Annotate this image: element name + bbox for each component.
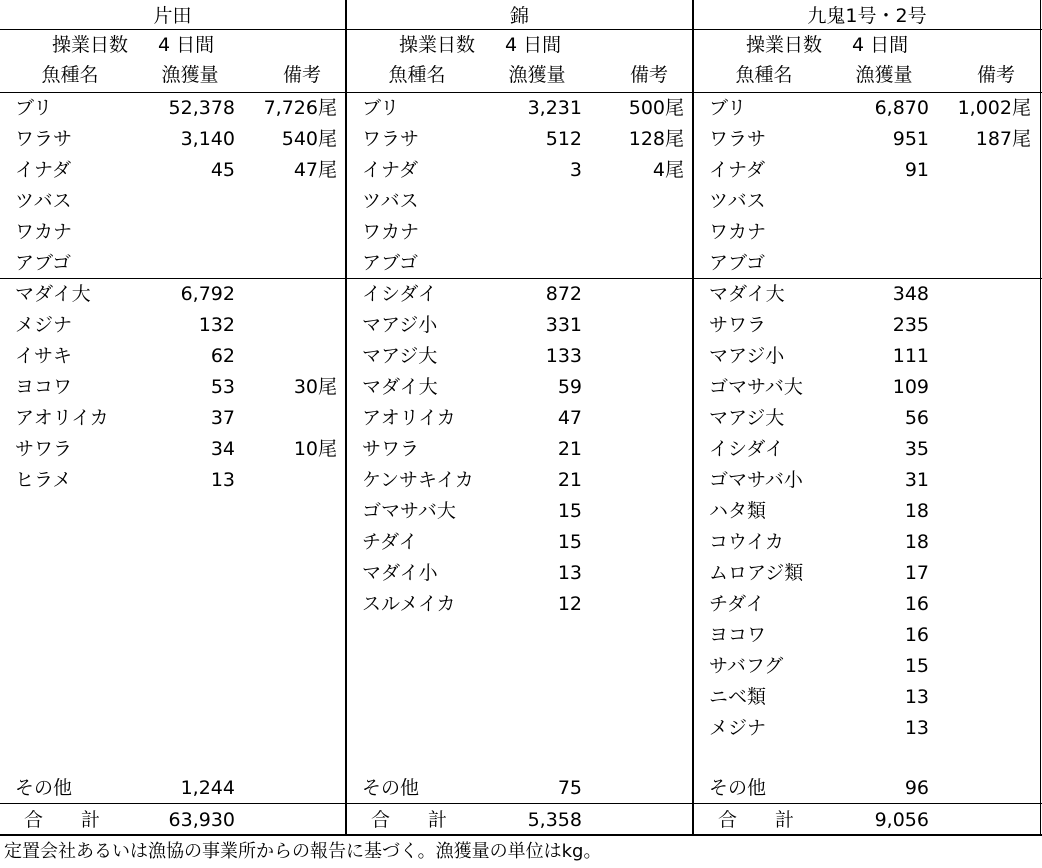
table-row bbox=[694, 682, 1042, 713]
table-row bbox=[694, 93, 1042, 124]
table-row bbox=[347, 372, 694, 403]
other-value: 1,244 bbox=[180, 777, 235, 799]
fish-name: マアジ小 bbox=[362, 314, 438, 336]
table-row bbox=[694, 620, 1042, 651]
note-count bbox=[924, 155, 1031, 185]
note-count bbox=[577, 372, 684, 402]
header-fish-name: 魚種名 bbox=[388, 64, 446, 86]
note-count bbox=[577, 217, 684, 247]
fish-name: マアジ大 bbox=[709, 407, 785, 429]
catch-amount: 132 bbox=[198, 314, 235, 336]
footnote: 定置会社あるいは漁協の事業所からの報告に基づく。漁獲量の単位はkg。 bbox=[4, 841, 602, 862]
fish-name: ワカナ bbox=[709, 221, 767, 243]
catch-amount bbox=[814, 186, 929, 216]
operating-days-value: 4 日間 bbox=[852, 34, 909, 56]
other-label: その他 bbox=[15, 777, 73, 799]
table-row bbox=[0, 465, 347, 496]
catch-amount: 31 bbox=[904, 469, 929, 491]
table-row bbox=[694, 558, 1042, 589]
fish-name: マアジ小 bbox=[709, 345, 785, 367]
catch-amount: 35 bbox=[904, 438, 929, 460]
fish-name: ケンサキイカ bbox=[362, 469, 474, 491]
table-row bbox=[694, 155, 1042, 186]
table-row bbox=[347, 124, 694, 155]
header-note: 備考 bbox=[282, 64, 321, 86]
header-fish-name: 魚種名 bbox=[735, 64, 793, 86]
note-count bbox=[924, 589, 1031, 619]
note-count: 7,726尾 bbox=[263, 97, 337, 119]
fish-name: ブリ bbox=[362, 97, 400, 119]
note-count bbox=[230, 248, 337, 278]
catch-amount bbox=[120, 217, 235, 247]
fish-name: ブリ bbox=[709, 97, 747, 119]
note-count bbox=[577, 558, 684, 588]
note-count bbox=[230, 465, 337, 495]
fish-name: ゴマサバ大 bbox=[362, 500, 456, 522]
note-count: 1,002尾 bbox=[957, 97, 1031, 119]
fish-name: ムロアジ類 bbox=[709, 562, 804, 584]
catch-amount: 16 bbox=[904, 624, 929, 646]
table-row bbox=[694, 651, 1042, 682]
table-row bbox=[694, 496, 1042, 527]
catch-amount bbox=[814, 217, 929, 247]
other-label: その他 bbox=[709, 777, 767, 799]
header-note: 備考 bbox=[976, 64, 1015, 86]
table-row bbox=[0, 93, 347, 124]
table-row bbox=[0, 341, 347, 372]
station-name: 片田 bbox=[153, 5, 192, 27]
table-row bbox=[347, 403, 694, 434]
fish-name: マダイ大 bbox=[362, 376, 438, 398]
catch-amount: 15 bbox=[557, 500, 582, 522]
catch-amount: 16 bbox=[904, 593, 929, 615]
note-count bbox=[577, 248, 684, 278]
table-row bbox=[347, 465, 694, 496]
catch-amount: 45 bbox=[210, 159, 235, 181]
catch-amount: 951 bbox=[892, 128, 929, 150]
note-count bbox=[924, 496, 1031, 526]
catch-amount: 53 bbox=[210, 376, 235, 398]
other-label: その他 bbox=[362, 777, 420, 799]
catch-amount: 13 bbox=[557, 562, 582, 584]
fish-name: ワカナ bbox=[15, 221, 73, 243]
note-count bbox=[924, 465, 1031, 495]
other-value: 96 bbox=[904, 777, 929, 799]
catch-amount bbox=[120, 248, 235, 278]
note-count bbox=[230, 310, 337, 340]
fish-name: アオリイカ bbox=[15, 407, 109, 429]
note-count bbox=[577, 186, 684, 216]
table-row bbox=[0, 248, 347, 279]
table-row bbox=[694, 434, 1042, 465]
table-row bbox=[0, 217, 347, 248]
table-row bbox=[694, 465, 1042, 496]
note-count bbox=[924, 651, 1031, 681]
fish-name: ワカナ bbox=[362, 221, 420, 243]
note-count: 187尾 bbox=[975, 128, 1031, 150]
operating-days-value: 4 日間 bbox=[505, 34, 562, 56]
catch-amount bbox=[467, 217, 582, 247]
fish-name: イサキ bbox=[15, 345, 73, 367]
note-count bbox=[924, 713, 1031, 743]
catch-amount: 348 bbox=[892, 283, 929, 305]
note-count bbox=[924, 620, 1031, 650]
catch-amount: 56 bbox=[904, 407, 929, 429]
catch-amount: 34 bbox=[210, 438, 235, 460]
note-count: 10尾 bbox=[293, 438, 337, 460]
note-count: 540尾 bbox=[281, 128, 337, 150]
total-value: 9,056 bbox=[874, 809, 929, 831]
table-row bbox=[347, 341, 694, 372]
catch-amount bbox=[120, 186, 235, 216]
note-count bbox=[924, 527, 1031, 557]
note-count: 128尾 bbox=[628, 128, 684, 150]
note-count bbox=[230, 341, 337, 371]
note-count: 47尾 bbox=[293, 159, 337, 181]
catch-amount: 15 bbox=[904, 655, 929, 677]
header-catch: 漁獲量 bbox=[508, 64, 566, 86]
fish-name: イシダイ bbox=[709, 438, 784, 460]
fish-name: ツバス bbox=[709, 190, 766, 212]
note-count bbox=[577, 310, 684, 340]
fish-name: マダイ大 bbox=[709, 283, 785, 305]
table-row bbox=[694, 527, 1042, 558]
fish-name: コウイカ bbox=[709, 531, 784, 553]
note-count bbox=[924, 403, 1031, 433]
note-count bbox=[577, 341, 684, 371]
note-count bbox=[230, 217, 337, 247]
station-name: 九鬼1号・2号 bbox=[807, 5, 927, 27]
catch-amount: 111 bbox=[892, 345, 929, 367]
catch-amount: 47 bbox=[557, 407, 582, 429]
table-row bbox=[347, 589, 694, 620]
catch-amount: 6,792 bbox=[180, 283, 235, 305]
catch-amount: 12 bbox=[557, 593, 582, 615]
fish-name: メジナ bbox=[709, 717, 767, 739]
header-note: 備考 bbox=[629, 64, 668, 86]
catch-amount: 109 bbox=[892, 376, 929, 398]
table-row bbox=[694, 341, 1042, 372]
table-row bbox=[347, 217, 694, 248]
fish-name: チダイ bbox=[709, 593, 765, 615]
total-value: 63,930 bbox=[168, 809, 235, 831]
station-column bbox=[347, 0, 694, 836]
catch-amount bbox=[467, 248, 582, 278]
catch-amount: 91 bbox=[904, 159, 929, 181]
note-count bbox=[577, 279, 684, 309]
fish-name: ワラサ bbox=[362, 128, 420, 150]
note-count bbox=[230, 279, 337, 309]
fish-name: ツバス bbox=[362, 190, 419, 212]
catch-amount: 21 bbox=[557, 469, 582, 491]
fish-name: メジナ bbox=[15, 314, 73, 336]
fish-name: スルメイカ bbox=[362, 593, 456, 615]
note-count bbox=[577, 527, 684, 557]
operating-days-label: 操業日数 bbox=[745, 34, 822, 56]
note-count bbox=[577, 496, 684, 526]
table-row bbox=[0, 279, 347, 310]
fish-name: ハタ類 bbox=[709, 500, 767, 522]
note-count: 500尾 bbox=[628, 97, 684, 119]
note-count bbox=[924, 341, 1031, 371]
fish-name: ワラサ bbox=[15, 128, 73, 150]
note-count bbox=[577, 434, 684, 464]
station-name: 錦 bbox=[509, 5, 529, 27]
catch-amount: 13 bbox=[904, 717, 929, 739]
catch-amount: 512 bbox=[545, 128, 582, 150]
catch-amount: 52,378 bbox=[168, 97, 235, 119]
other-value: 75 bbox=[557, 777, 582, 799]
header-catch: 漁獲量 bbox=[161, 64, 219, 86]
fish-name: イナダ bbox=[362, 159, 419, 181]
note-count bbox=[924, 310, 1031, 340]
fish-name: ゴマサバ大 bbox=[709, 376, 803, 398]
table-row bbox=[694, 124, 1042, 155]
table-row bbox=[694, 372, 1042, 403]
table-row bbox=[0, 403, 347, 434]
catch-amount: 872 bbox=[545, 283, 582, 305]
table-row bbox=[694, 217, 1042, 248]
catch-amount: 3,140 bbox=[180, 128, 235, 150]
fish-name: ヨコワ bbox=[709, 624, 767, 646]
header-fish-name: 魚種名 bbox=[41, 64, 99, 86]
fish-name: ヒラメ bbox=[15, 469, 72, 491]
total-label: 合 計 bbox=[371, 809, 448, 831]
fish-name: チダイ bbox=[362, 531, 418, 553]
note-count: 4尾 bbox=[652, 159, 684, 181]
note-count bbox=[924, 372, 1031, 402]
catch-amount bbox=[814, 248, 929, 278]
catch-amount: 13 bbox=[904, 686, 929, 708]
note-count bbox=[924, 434, 1031, 464]
note-count bbox=[924, 248, 1031, 278]
table-row bbox=[694, 248, 1042, 279]
fish-name: ヨコワ bbox=[15, 376, 73, 398]
header-catch: 漁獲量 bbox=[855, 64, 913, 86]
fish-name: サワラ bbox=[709, 314, 767, 336]
catch-amount: 3,231 bbox=[527, 97, 582, 119]
table-row bbox=[0, 155, 347, 186]
station-column bbox=[694, 0, 1042, 836]
note-count bbox=[924, 217, 1031, 247]
fish-name: ワラサ bbox=[709, 128, 767, 150]
catch-amount: 15 bbox=[557, 531, 582, 553]
total-label: 合 計 bbox=[718, 809, 795, 831]
table-row bbox=[0, 434, 347, 465]
note-count bbox=[577, 589, 684, 619]
table-row bbox=[694, 589, 1042, 620]
operating-days-label: 操業日数 bbox=[51, 34, 128, 56]
fish-name: ブリ bbox=[15, 97, 53, 119]
note-count bbox=[924, 682, 1031, 712]
table-row bbox=[694, 186, 1042, 217]
note-count bbox=[924, 186, 1031, 216]
fish-name: マダイ小 bbox=[362, 562, 438, 584]
catch-amount: 6,870 bbox=[874, 97, 929, 119]
table-row bbox=[347, 248, 694, 279]
catch-amount: 37 bbox=[210, 407, 235, 429]
note-count bbox=[230, 186, 337, 216]
fish-name: イナダ bbox=[709, 159, 766, 181]
table-row bbox=[347, 434, 694, 465]
total-label: 合 計 bbox=[24, 809, 101, 831]
note-count bbox=[577, 403, 684, 433]
catch-amount bbox=[467, 186, 582, 216]
table-row bbox=[694, 279, 1042, 310]
fish-name: ツバス bbox=[15, 190, 72, 212]
table-row bbox=[347, 527, 694, 558]
table-row bbox=[347, 93, 694, 124]
fish-name: サバフグ bbox=[709, 655, 784, 677]
fish-name: ニベ類 bbox=[709, 686, 767, 708]
table-row bbox=[347, 279, 694, 310]
fish-name: アブゴ bbox=[15, 252, 72, 274]
catch-amount: 62 bbox=[210, 345, 235, 367]
table-row bbox=[0, 124, 347, 155]
table-row bbox=[347, 496, 694, 527]
fish-name: ゴマサバ小 bbox=[709, 469, 803, 491]
table-row bbox=[347, 186, 694, 217]
note-count bbox=[230, 403, 337, 433]
fish-name: アオリイカ bbox=[362, 407, 456, 429]
catch-amount: 18 bbox=[904, 531, 929, 553]
catch-amount: 133 bbox=[545, 345, 582, 367]
operating-days-value: 4 日間 bbox=[158, 34, 215, 56]
note-count bbox=[924, 279, 1031, 309]
catch-amount: 3 bbox=[569, 159, 582, 181]
operating-days-label: 操業日数 bbox=[398, 34, 475, 56]
table-row bbox=[694, 403, 1042, 434]
table-row bbox=[347, 310, 694, 341]
fish-name: アブゴ bbox=[362, 252, 419, 274]
table-row bbox=[347, 558, 694, 589]
fish-name: アブゴ bbox=[709, 252, 766, 274]
fish-name: マアジ大 bbox=[362, 345, 438, 367]
right-border bbox=[1040, 0, 1041, 836]
catch-amount: 13 bbox=[210, 469, 235, 491]
catch-amount: 331 bbox=[545, 314, 582, 336]
fish-name: イナダ bbox=[15, 159, 72, 181]
catch-amount: 18 bbox=[904, 500, 929, 522]
catch-amount: 17 bbox=[904, 562, 929, 584]
note-count bbox=[577, 465, 684, 495]
station-column bbox=[0, 0, 347, 836]
fish-name: マダイ大 bbox=[15, 283, 91, 305]
table-row bbox=[694, 713, 1042, 744]
table-row bbox=[694, 310, 1042, 341]
table-row bbox=[347, 155, 694, 186]
fish-name: サワラ bbox=[362, 438, 420, 460]
fish-name: イシダイ bbox=[362, 283, 437, 305]
catch-amount: 59 bbox=[557, 376, 582, 398]
table-row bbox=[0, 310, 347, 341]
note-count bbox=[924, 558, 1031, 588]
note-count: 30尾 bbox=[293, 376, 337, 398]
total-value: 5,358 bbox=[527, 809, 582, 831]
table-row bbox=[0, 372, 347, 403]
table-row bbox=[0, 186, 347, 217]
fish-name: サワラ bbox=[15, 438, 73, 460]
catch-amount: 21 bbox=[557, 438, 582, 460]
catch-amount: 235 bbox=[892, 314, 929, 336]
